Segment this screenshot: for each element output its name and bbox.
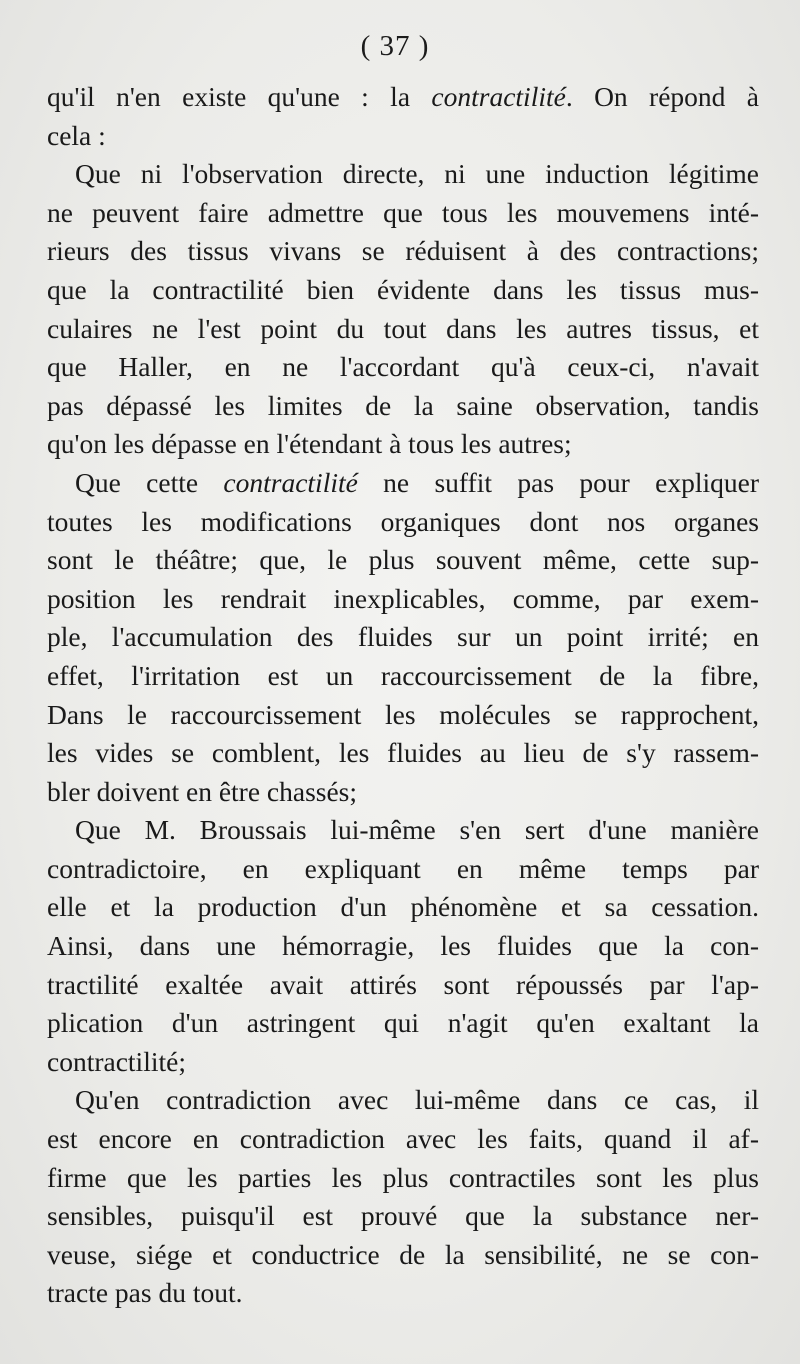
- text-line: [47, 464, 759, 503]
- text-segment: pas dépassé les limites de la saine observation, tandis: [47, 389, 759, 421]
- text-segment: qu'on les dépasse en l'étendant à tous les autres;: [47, 428, 572, 460]
- text-segment: ne peuvent faire admettre que tous les mouvemens inté-: [47, 196, 759, 228]
- text-segment: bler doivent en être chassés;: [47, 775, 358, 807]
- text-line: [47, 580, 759, 619]
- text-line: [47, 78, 759, 117]
- text-line: [47, 888, 759, 927]
- text-segment: contractilité;: [47, 1045, 186, 1077]
- text-segment: culaires ne l'est point du tout dans les autres tissus, et: [47, 312, 759, 344]
- text-segment: tracte pas du tout.: [47, 1277, 243, 1309]
- text-segment: Que ni l'observation directe, ni une induction légitime: [75, 158, 759, 190]
- text-segment: Qu'en contradiction avec lui-même dans ce cas, il: [75, 1084, 759, 1116]
- text-line: [47, 232, 759, 271]
- text-line: [47, 734, 759, 773]
- text-line: [47, 1274, 759, 1313]
- text-line: [47, 1043, 759, 1082]
- page-number: ( 37 ): [360, 30, 430, 62]
- text-segment: effet, l'irritation est un raccourcissement de la fibre,: [47, 659, 759, 691]
- text-line: [47, 850, 759, 889]
- text-line: [47, 773, 759, 812]
- text-line: [47, 1159, 759, 1198]
- text-segment: cela :: [47, 119, 106, 151]
- text-segment: les vides se comblent, les fluides au lieu de s'y rassem-: [47, 737, 759, 769]
- body-text: [47, 78, 759, 1313]
- text-line: [47, 310, 759, 349]
- text-segment: toutes les modifications organiques dont nos organes: [47, 505, 759, 537]
- text-line: [47, 194, 759, 233]
- text-line: [47, 503, 759, 542]
- text-line: [47, 696, 759, 735]
- text-segment: Dans le raccourcissement les molécules se rapprochent,: [47, 698, 759, 730]
- text-line: [47, 1197, 759, 1236]
- italic-term: contractilité: [223, 466, 358, 498]
- text-line: [47, 387, 759, 426]
- text-segment: qu'il n'en existe qu'une : la: [47, 81, 432, 112]
- text-line: [47, 657, 759, 696]
- text-line: [47, 1081, 759, 1120]
- text-line: [47, 271, 759, 310]
- text-segment: que la contractilité bien évidente dans les tissus mus-: [47, 273, 759, 305]
- text-segment: que Haller, en ne l'accordant qu'à ceux-ci, n'avait: [47, 351, 759, 383]
- text-line: [47, 117, 759, 156]
- text-line: [47, 425, 759, 464]
- text-segment: veuse, siége et conductrice de la sensibilité, ne se con-: [47, 1238, 759, 1270]
- text-segment: Ainsi, dans une hémorragie, les fluides que la con-: [47, 930, 759, 962]
- text-line: [47, 618, 759, 657]
- text-line: [47, 1120, 759, 1159]
- text-line: [47, 811, 759, 850]
- text-segment: rieurs des tissus vivans se réduisent à des contractions;: [47, 235, 759, 267]
- text-line: [47, 541, 759, 580]
- text-segment: Que M. Broussais lui-même s'en sert d'une manière: [75, 814, 759, 846]
- text-line: [47, 155, 759, 194]
- italic-term: contractilité: [431, 81, 566, 112]
- text-segment: Que cette: [75, 466, 224, 498]
- text-line: [47, 927, 759, 966]
- text-segment: sont le théâtre; que, le plus souvent même, cette sup-: [47, 544, 759, 576]
- text-segment: tractilité exaltée avait attirés sont répoussés par l'ap-: [47, 968, 759, 1000]
- text-segment: elle et la production d'un phénomène et sa cessation.: [47, 891, 759, 923]
- text-segment: position les rendrait inexplicables, comme, par exem-: [47, 582, 759, 614]
- text-segment: . On répond à: [565, 81, 759, 112]
- text-line: [47, 1236, 759, 1275]
- text-segment: sensibles, puisqu'il est prouvé que la substance ner-: [47, 1200, 759, 1232]
- text-segment: firme que les parties les plus contractiles sont les plus: [47, 1161, 759, 1193]
- text-segment: contradictoire, en expliquant en même temps par: [47, 852, 759, 884]
- text-line: [47, 348, 759, 387]
- text-segment: ne suffit pas pour expliquer: [357, 466, 759, 498]
- text-segment: ple, l'accumulation des fluides sur un point irrité; en: [47, 621, 759, 653]
- text-segment: plication d'un astringent qui n'agit qu'en exaltant la: [47, 1007, 759, 1039]
- text-segment: est encore en contradiction avec les faits, quand il af-: [47, 1123, 759, 1155]
- text-line: [47, 1004, 759, 1043]
- text-line: [47, 966, 759, 1005]
